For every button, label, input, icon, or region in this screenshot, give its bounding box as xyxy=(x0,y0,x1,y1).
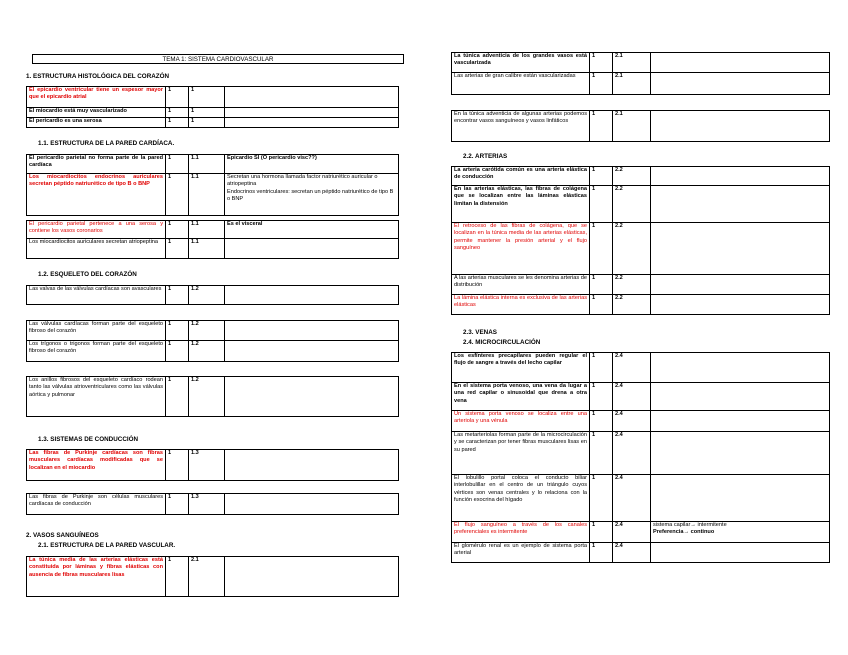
note-line: Secretan una hormona llamada factor natriurético auricular o atriopeptina xyxy=(227,174,378,188)
note-cell xyxy=(651,186,830,223)
question-text: Las válvulas cardíacas forman parte del esqueleto fibroso del corazón xyxy=(27,321,166,341)
table-t6 xyxy=(26,376,399,417)
question-text: El epicardio ventricular tiene un espesor mayor que el epicardio atrial xyxy=(27,87,166,108)
question-text: El pericardio parietal pertenece a una serosa y contiene los vasos coronarios xyxy=(27,221,166,239)
unit-number: 1 xyxy=(166,377,189,417)
note-cell xyxy=(651,167,830,186)
unit-number: 1 xyxy=(166,155,189,174)
note-cell xyxy=(651,432,830,475)
unit-number: 1 xyxy=(166,341,189,362)
note-cell xyxy=(651,522,830,543)
note-cell xyxy=(225,321,399,341)
question-text: Las metarteriolas forman parte de la microcirculación y se caracterizan por tener fibras musculares lisas en su pared xyxy=(452,432,590,475)
question-text: Un sistema porta venoso se localiza entre una arteriola y una vénula xyxy=(452,411,590,432)
section-number: 2.2 xyxy=(613,186,651,223)
question-text: Los miocardiocitos auriculares secretan atriopeptina xyxy=(27,239,166,259)
unit-number: 1 xyxy=(590,223,613,275)
section-number: 1 xyxy=(189,87,225,108)
table-t1 xyxy=(26,86,399,128)
note-cell: Epicardio SÍ (O pericardio visc??) xyxy=(225,155,399,174)
question-text: El glomérulo renal es un ejemplo de sistema porta arterial xyxy=(452,543,590,563)
section-number: 2.4 xyxy=(613,383,651,411)
heading-1-2: 1.2. ESQUELETO DEL CORAZÓN xyxy=(38,271,137,278)
section-number: 1.2 xyxy=(189,321,225,341)
unit-number: 1 xyxy=(590,522,613,543)
question-text: El pericardio es una serosa xyxy=(27,118,166,128)
note-cell xyxy=(225,557,399,597)
section-number: 2.1 xyxy=(613,111,651,142)
table-t8 xyxy=(26,493,399,515)
unit-number: 1 xyxy=(590,73,613,95)
question-text: En las arterias elásticas, las fibras de colágena que se localizan entre las láminas elásticas limitan la distensión xyxy=(452,186,590,223)
note-line: sistema capilar→ intermitente xyxy=(653,522,727,528)
section-number: 1.1 xyxy=(189,239,225,259)
note-cell xyxy=(225,118,399,128)
note-cell xyxy=(651,353,830,383)
table-row xyxy=(27,286,399,305)
note-cell xyxy=(225,450,399,481)
question-text: Las fibras de Purkinje son células musculares cardíacas de conducción xyxy=(27,494,166,515)
table-row xyxy=(27,87,399,108)
heading-1-1: 1.1. ESTRUCTURA DE LA PARED CARDÍACA. xyxy=(38,140,175,147)
unit-number: 1 xyxy=(166,450,189,481)
note-line: Preferencia→ continuo xyxy=(653,529,715,536)
section-number: 2.4 xyxy=(613,353,651,383)
unit-number: 1 xyxy=(590,411,613,432)
section-number: 1.1 xyxy=(189,155,225,174)
table-t7 xyxy=(26,449,399,481)
table-t4 xyxy=(26,285,399,305)
table-row xyxy=(27,118,399,128)
section-number: 2.4 xyxy=(613,543,651,563)
unit-number: 1 xyxy=(166,557,189,597)
unit-number: 1 xyxy=(590,432,613,475)
note-cell xyxy=(651,223,830,275)
question-text: Los miocardiocitos endocrinos auriculares secretan péptido natriurético de tipo B o BNP xyxy=(27,174,166,216)
table-row xyxy=(452,475,830,522)
section-number: 1 xyxy=(189,108,225,118)
section-number: 2.4 xyxy=(613,522,651,543)
section-number: 2.4 xyxy=(613,411,651,432)
note-cell xyxy=(225,494,399,515)
unit-number: 1 xyxy=(590,295,613,315)
question-text: El retroceso de las fibras de colágena, que se localizan en la túnica media de las arterias elásticas, permite mantener la presión arterial y el flujo sanguíneo xyxy=(452,223,590,275)
table-row xyxy=(452,186,830,223)
note-cell xyxy=(651,383,830,411)
unit-number: 1 xyxy=(166,321,189,341)
question-text: Las valvas de las válvulas cardíacas son avasculares xyxy=(27,286,166,305)
section-number: 2.1 xyxy=(613,53,651,73)
unit-number: 1 xyxy=(166,108,189,118)
section-number: 1.1 xyxy=(189,221,225,239)
unit-number: 1 xyxy=(590,111,613,142)
question-text: La túnica adventicia de los grandes vasos está vascularizada xyxy=(452,53,590,73)
note-cell xyxy=(651,53,830,73)
table-row xyxy=(452,295,830,315)
table-row xyxy=(452,383,830,411)
table-t2 xyxy=(26,154,399,216)
unit-number: 1 xyxy=(590,475,613,522)
question-text: Las fibras de Purkinje cardíacas son fibras musculares cardíacas modificadas que se localizan en el miocardio xyxy=(27,450,166,481)
question-text: En la túnica adventicia de algunas arterias podemos encontrar vasos sanguíneos y vasos linfáticos xyxy=(452,111,590,142)
heading-2-3: 2.3. VENAS xyxy=(463,329,497,336)
table-t9 xyxy=(26,556,399,597)
table-row xyxy=(27,108,399,118)
heading-1: 1. ESTRUCTURA HISTOLÓGICA DEL CORAZÓN xyxy=(26,73,170,80)
question-text: Los trígonos o trigonos forman parte del esqueleto fibroso del corazón xyxy=(27,341,166,362)
table-r3 xyxy=(451,166,830,315)
table-row xyxy=(27,450,399,481)
table-row xyxy=(452,543,830,563)
heading-1-3: 1.3. SISTEMAS DE CONDUCCIÓN xyxy=(38,436,139,443)
table-row xyxy=(452,223,830,275)
unit-number: 1 xyxy=(590,383,613,411)
question-text: La arteria carótida común es una arteria elástica de conducción xyxy=(452,167,590,186)
note-cell xyxy=(651,111,830,142)
heading-2-1: 2.1. ESTRUCTURA DE LA PARED VASCULAR. xyxy=(38,542,176,549)
unit-number: 1 xyxy=(590,543,613,563)
heading-2: 2. VASOS SANGUÍNEOS xyxy=(26,532,99,539)
note-cell xyxy=(651,275,830,295)
table-row xyxy=(452,353,830,383)
note-cell xyxy=(651,475,830,522)
section-number: 2.2 xyxy=(613,167,651,186)
note-cell xyxy=(225,377,399,417)
section-number: 1.3 xyxy=(189,494,225,515)
table-r4 xyxy=(451,352,830,563)
question-text: Los esfínteres precapilares pueden regular el flujo de sangre a través del lecho capilar xyxy=(452,353,590,383)
question-text: Los anillos fibrosos del esqueleto cardíaco rodean tanto las válvulas atrioventriculares como las válvulas aórtica y pulmonar xyxy=(27,377,166,417)
note-cell xyxy=(651,411,830,432)
note-cell xyxy=(651,295,830,315)
unit-number: 1 xyxy=(590,275,613,295)
note-cell xyxy=(225,239,399,259)
unit-number: 1 xyxy=(166,87,189,108)
note-cell xyxy=(225,87,399,108)
section-number: 1.1 xyxy=(189,174,225,216)
question-text: El miocardio está muy vascularizado xyxy=(27,108,166,118)
unit-number: 1 xyxy=(166,221,189,239)
unit-number: 1 xyxy=(590,53,613,73)
note-cell: Es el visceral xyxy=(225,221,399,239)
question-text: Las arterias de gran calibre están vascularizadas xyxy=(452,73,590,95)
table-row xyxy=(452,111,830,142)
table-row xyxy=(27,494,399,515)
section-number: 2.1 xyxy=(189,557,225,597)
question-text: El pericardio parietal no forma parte de la pared cardíaca xyxy=(27,155,166,174)
table-row xyxy=(27,221,399,239)
heading-2-2: 2.2. ARTERIAS xyxy=(463,153,508,160)
note-cell xyxy=(225,174,399,216)
section-number: 1 xyxy=(189,118,225,128)
section-number: 2.2 xyxy=(613,275,651,295)
table-row xyxy=(27,341,399,362)
note-cell xyxy=(651,543,830,563)
heading-2-4: 2.4. MICROCIRCULACIÓN xyxy=(463,339,541,346)
table-row xyxy=(452,432,830,475)
note-cell xyxy=(225,341,399,362)
section-number: 1.2 xyxy=(189,341,225,362)
question-text: La túnica media de las arterias elásticas está constituida por láminas y fibras elásticas con ausencia de fibras musculares lisas xyxy=(27,557,166,597)
table-t3 xyxy=(26,220,399,259)
section-number: 2.4 xyxy=(613,475,651,522)
table-row xyxy=(27,321,399,341)
unit-number: 1 xyxy=(166,174,189,216)
note-line: Endocrinos ventriculares: secretan un péptido natriurético de tipo B o BNP xyxy=(227,188,394,203)
table-row xyxy=(452,167,830,186)
table-row xyxy=(452,411,830,432)
question-text: La lámina elástica interna es exclusiva de las arterias elásticas xyxy=(452,295,590,315)
table-row xyxy=(452,73,830,95)
question-text: En el sistema porta venoso, una vena da lugar a una red capilar o sinusoidal que drena a otra vena xyxy=(452,383,590,411)
table-row xyxy=(27,377,399,417)
unit-number: 1 xyxy=(590,167,613,186)
table-row xyxy=(452,275,830,295)
table-row xyxy=(452,53,830,73)
note-cell xyxy=(651,73,830,95)
section-number: 2.2 xyxy=(613,295,651,315)
table-r2 xyxy=(451,110,830,142)
section-number: 2.2 xyxy=(613,223,651,275)
unit-number: 1 xyxy=(590,186,613,223)
unit-number: 1 xyxy=(166,118,189,128)
table-row xyxy=(27,155,399,174)
question-text: A las arterias musculares se les denomina arterias de distribución xyxy=(452,275,590,295)
note-cell xyxy=(225,108,399,118)
table-row xyxy=(27,557,399,597)
unit-number: 1 xyxy=(166,286,189,305)
section-number: 1.2 xyxy=(189,286,225,305)
table-t5 xyxy=(26,320,399,362)
table-row xyxy=(452,522,830,543)
note-cell xyxy=(225,286,399,305)
question-text: El flujo sanguíneo a través de los canales preferenciales es intermitente xyxy=(452,522,590,543)
unit-number: 1 xyxy=(590,353,613,383)
section-number: 2.4 xyxy=(613,432,651,475)
unit-number: 1 xyxy=(166,494,189,515)
section-number: 1.3 xyxy=(189,450,225,481)
question-text: El lobulillo portal coloca el conducto biliar interlobulillar en el centro de un triángulo cuyos vértices son venas centrales y lo relaciona con la función exocrina del hígado xyxy=(452,475,590,522)
table-row xyxy=(27,239,399,259)
section-number: 2.1 xyxy=(613,73,651,95)
unit-number: 1 xyxy=(166,239,189,259)
document-title: TEMA 1: SISTEMA CARDIOVASCULAR xyxy=(32,54,404,64)
table-r1 xyxy=(451,52,830,95)
table-row xyxy=(27,174,399,216)
section-number: 1.2 xyxy=(189,377,225,417)
